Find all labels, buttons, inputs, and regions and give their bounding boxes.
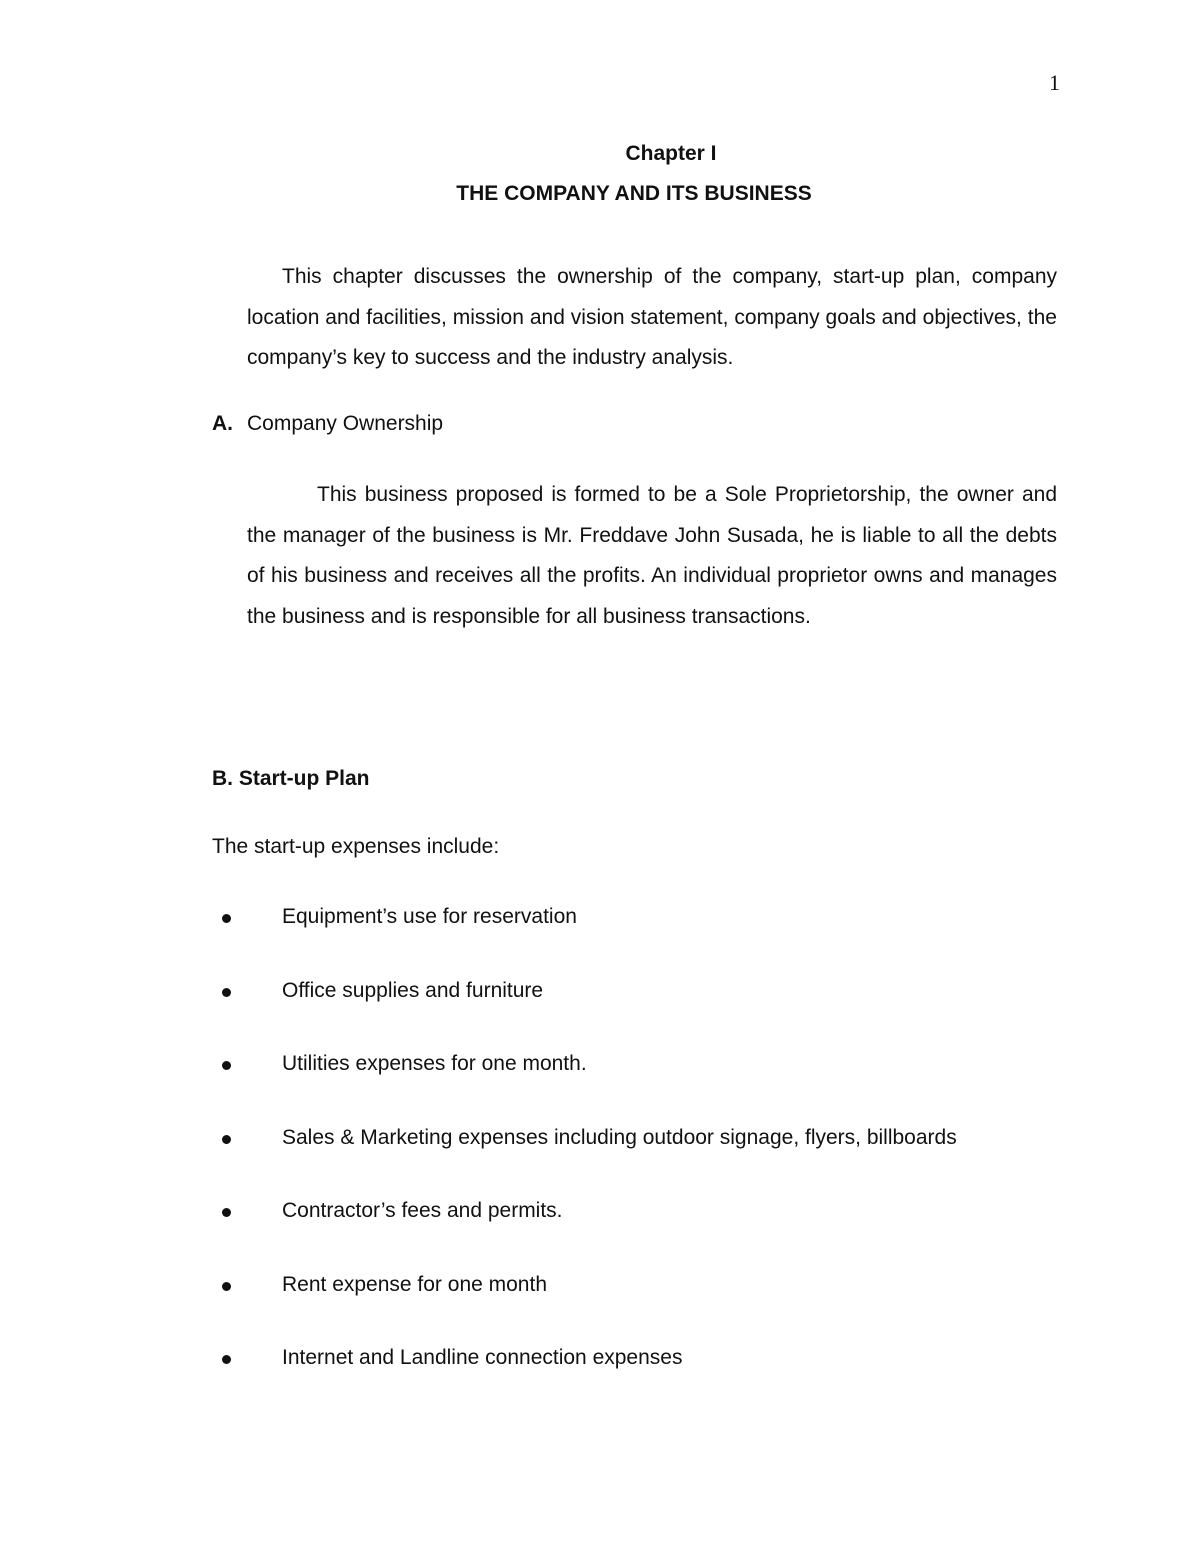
chapter-intro-paragraph: This chapter discusses the ownership of the company, start-up plan, company location and facilities, mission and vision statement, company goals and objectives, the company’s key to success and the industry analysis. [247, 265, 1057, 369]
section-b-heading: B. Start-up Plan [212, 767, 370, 790]
list-item [212, 1273, 1072, 1347]
startup-expense-list [212, 905, 1072, 1420]
startup-expenses-intro: The start-up expenses include: [212, 835, 500, 858]
list-item [212, 1346, 1072, 1420]
company-ownership-paragraph: This business proposed is formed to be a Sole Proprietorship, the owner and the manager of the business is Mr. Freddave John Susada, he is liable to all the debts of his business and receives all the profits. An individual proprietor owns and manages the business and is responsible for all business transactions. [247, 483, 1057, 628]
list-item [212, 1052, 1072, 1126]
list-item-text: Utilities expenses for one month. [282, 1052, 587, 1075]
list-item-text: Contractor’s fees and permits. [282, 1199, 563, 1222]
section-a-letter: A. [212, 412, 233, 435]
bullet-icon [222, 914, 231, 923]
list-item [212, 1126, 1072, 1200]
bullet-icon [222, 1282, 231, 1291]
list-item-text: Equipment’s use for reservation [282, 905, 577, 928]
list-item-text: Sales & Marketing expenses including outdoor signage, flyers, billboards [282, 1125, 957, 1149]
list-item [212, 979, 1072, 1053]
bullet-icon [222, 1135, 231, 1144]
bullet-icon [222, 1208, 231, 1217]
bullet-icon [222, 1061, 231, 1070]
list-item [212, 1199, 1072, 1273]
list-item [212, 905, 1072, 979]
list-item-text: Internet and Landline connection expenses [282, 1346, 683, 1369]
chapter-label: Chapter I [625, 142, 717, 165]
list-item-text: Office supplies and furniture [282, 978, 544, 1002]
section-a-heading [212, 412, 443, 436]
page-number: 1 [1049, 70, 1060, 95]
bullet-icon [222, 1355, 231, 1364]
section-a-title: Company Ownership [247, 412, 444, 435]
bullet-icon [222, 988, 231, 997]
list-item-text: Rent expense for one month [282, 1272, 548, 1296]
chapter-title: THE COMPANY AND ITS BUSINESS [456, 182, 812, 205]
